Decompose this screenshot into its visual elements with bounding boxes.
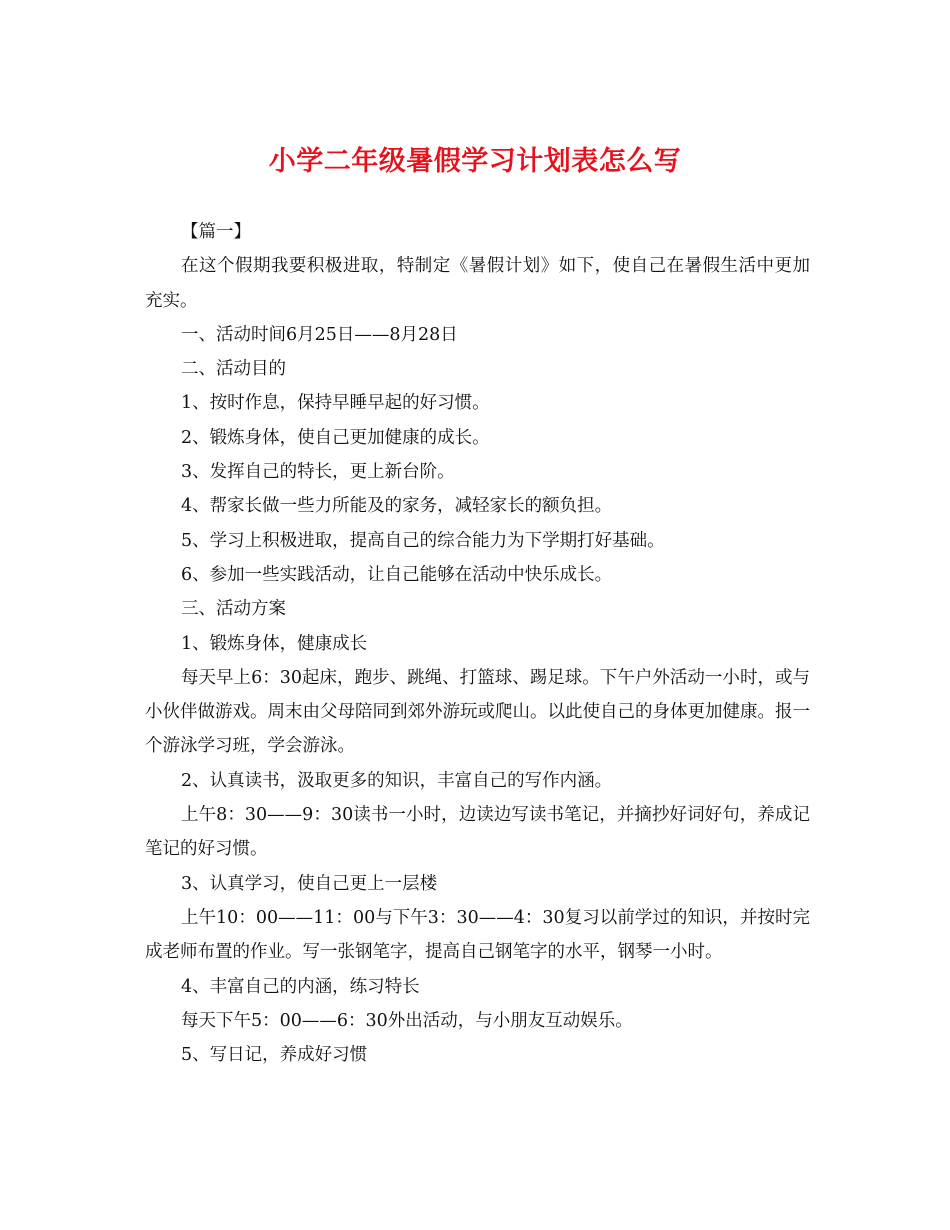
- plan-item-heading: 5、写日记，养成好习惯: [181, 1045, 368, 1066]
- plan-item-heading: 4、丰富自己的内涵，练习特长: [181, 976, 420, 997]
- section-heading-purpose: 二、活动目的: [181, 359, 286, 380]
- plan-item-text: 每天早上6：30起床，跑步、跳绳、打篮球、踢足球。下午户外活动一小时，或与小伙伴做游戏。周末由父母陪同到郊外游玩或爬山。以此使自己的身体更加健康。报一个游泳学习班，学会游泳。: [145, 667, 810, 757]
- plan-item-text: 每天下午5：00——6：30外出活动，与小朋友互动娱乐。: [181, 1010, 633, 1031]
- purpose-item: 6、参加一些实践活动，让自己能够在活动中快乐成长。: [181, 564, 613, 585]
- purpose-item: 3、发挥自己的特长，更上新台阶。: [181, 462, 455, 483]
- purpose-item: 5、学习上积极进取，提高自己的综合能力为下学期打好基础。: [181, 530, 665, 551]
- plan-item-text: 上午10：00——11：00与下午3：30——4：30复习以前学过的知识，并按时完成老师布置的作业。写一张钢笔字，提高自己钢笔字的水平，钢琴一小时。: [145, 907, 810, 963]
- plan-item-heading: 3、认真学习，使自己更上一层楼: [181, 873, 438, 894]
- purpose-item: 1、按时作息，保持早睡早起的好习惯。: [181, 393, 490, 414]
- document-body: [145, 215, 810, 1072]
- plan-item-text: 上午8：30——9：30读书一小时，边读边写读书笔记，并摘抄好词好句，养成记笔记的好习惯。: [145, 805, 810, 860]
- document-title: 小学二年级暑假学习计划表怎么写: [268, 146, 682, 177]
- plan-item-heading: 2、认真读书，汲取更多的知识，丰富自己的写作内涵。: [181, 770, 613, 791]
- activity-time: 一、活动时间6月25日——8月28日: [181, 324, 458, 345]
- section-heading-part-one: 【篇一】: [181, 222, 251, 242]
- intro-paragraph: 在这个假期我要积极进取，特制定《暑假计划》如下，使自己在暑假生活中更加充实。: [145, 256, 810, 311]
- purpose-item: 2、锻炼身体，使自己更加健康的成长。: [181, 427, 490, 448]
- plan-item-heading: 1、锻炼身体，健康成长: [181, 633, 368, 654]
- section-heading-plan: 三、活动方案: [181, 599, 286, 620]
- purpose-item: 4、帮家长做一些力所能及的家务，减轻家长的额负担。: [181, 496, 613, 517]
